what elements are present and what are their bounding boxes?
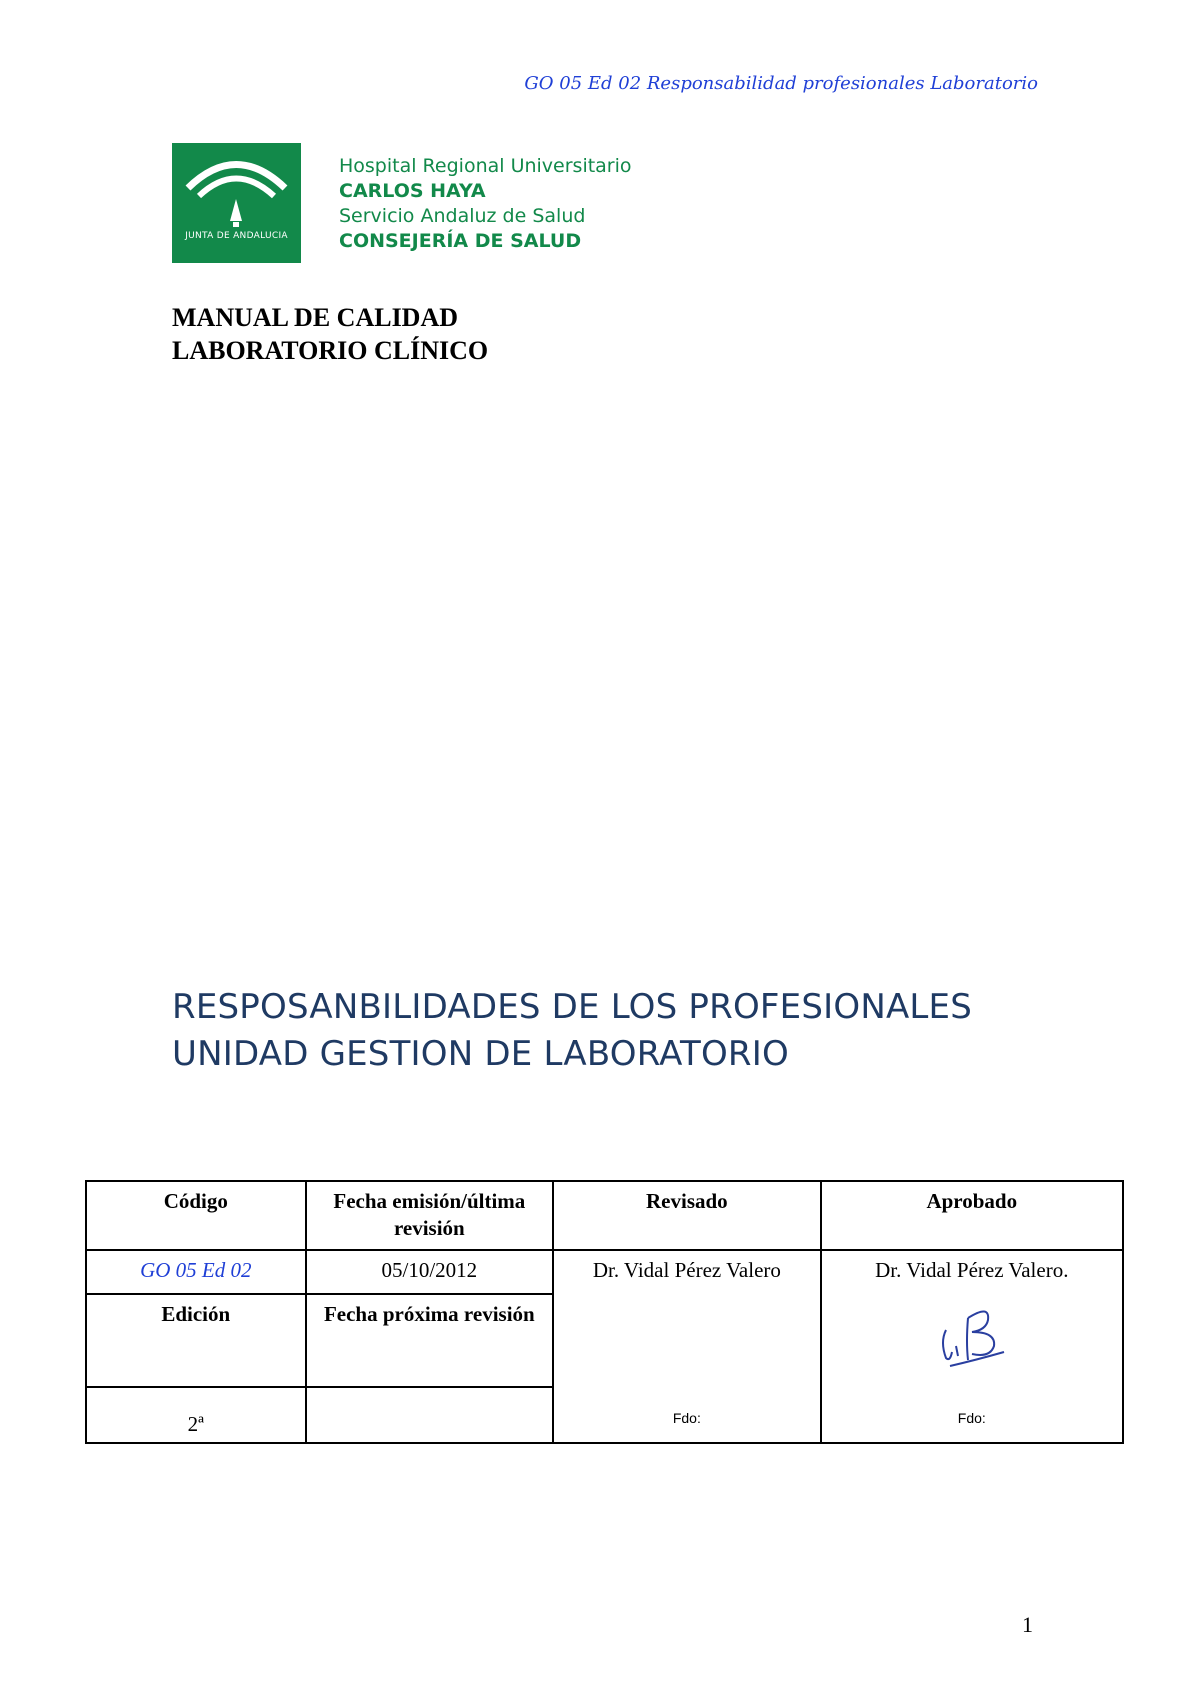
header-aprobado: Aprobado: [821, 1181, 1123, 1250]
aprobado-cell-inner: [830, 1257, 1114, 1434]
value-fecha-proxima: [306, 1387, 554, 1443]
header-revisado: Revisado: [553, 1181, 820, 1250]
institution-hospital-name: CARLOS HAYA: [339, 180, 486, 202]
signature-label-revisado: Fdo:: [672, 1410, 701, 1426]
document-title: [172, 984, 972, 1078]
institution-hospital: Hospital Regional Universitario: [339, 155, 632, 177]
manual-title-line1: MANUAL DE CALIDAD: [172, 303, 459, 332]
logo-emblem-icon: [172, 143, 301, 263]
aprobado-cell: [821, 1250, 1123, 1443]
institution-service: Servicio Andaluz de Salud: [339, 205, 586, 227]
revisado-cell: [553, 1250, 820, 1443]
document-title-line1: RESPOSANBILIDADES DE LOS PROFESIONALES: [172, 987, 973, 1027]
header-edicion: Edición: [86, 1294, 306, 1387]
manual-title-line2: LABORATORIO CLÍNICO: [172, 336, 489, 365]
document-control-table: [85, 1180, 1124, 1444]
manual-title: [172, 301, 488, 367]
table-values-row: [86, 1250, 1123, 1294]
table-header-row: [86, 1181, 1123, 1250]
handwritten-signature: [932, 1302, 1012, 1368]
value-fecha-emision: 05/10/2012: [306, 1250, 554, 1294]
document-reference-header: GO 05 Ed 02 Responsabilidad profesionales Laboratorio: [524, 73, 1038, 94]
value-codigo[interactable]: [86, 1250, 306, 1294]
signature-label-aprobado: Fdo:: [957, 1410, 986, 1426]
revisado-cell-inner: [562, 1257, 811, 1434]
header-fecha-proxima: Fecha próxima revisión: [306, 1294, 554, 1387]
logo-caption: JUNTA DE ANDALUCIA: [185, 231, 288, 241]
document-title-line2: UNIDAD GESTION DE LABORATORIO: [172, 1034, 789, 1074]
document-code-link[interactable]: GO 05 Ed 02: [140, 1258, 252, 1282]
page-number: 1: [1022, 1612, 1033, 1637]
value-aprobado: Dr. Vidal Pérez Valero.: [875, 1258, 1069, 1282]
institution-block: [339, 154, 632, 254]
value-revisado: Dr. Vidal Pérez Valero: [592, 1258, 781, 1282]
header-codigo: Código: [86, 1181, 306, 1250]
junta-de-andalucia-logo: [172, 143, 301, 263]
header-fecha-emision: Fecha emisión/última revisión: [306, 1181, 554, 1250]
value-edicion: 2ª: [86, 1387, 306, 1443]
institution-ministry: CONSEJERÍA DE SALUD: [339, 230, 582, 252]
